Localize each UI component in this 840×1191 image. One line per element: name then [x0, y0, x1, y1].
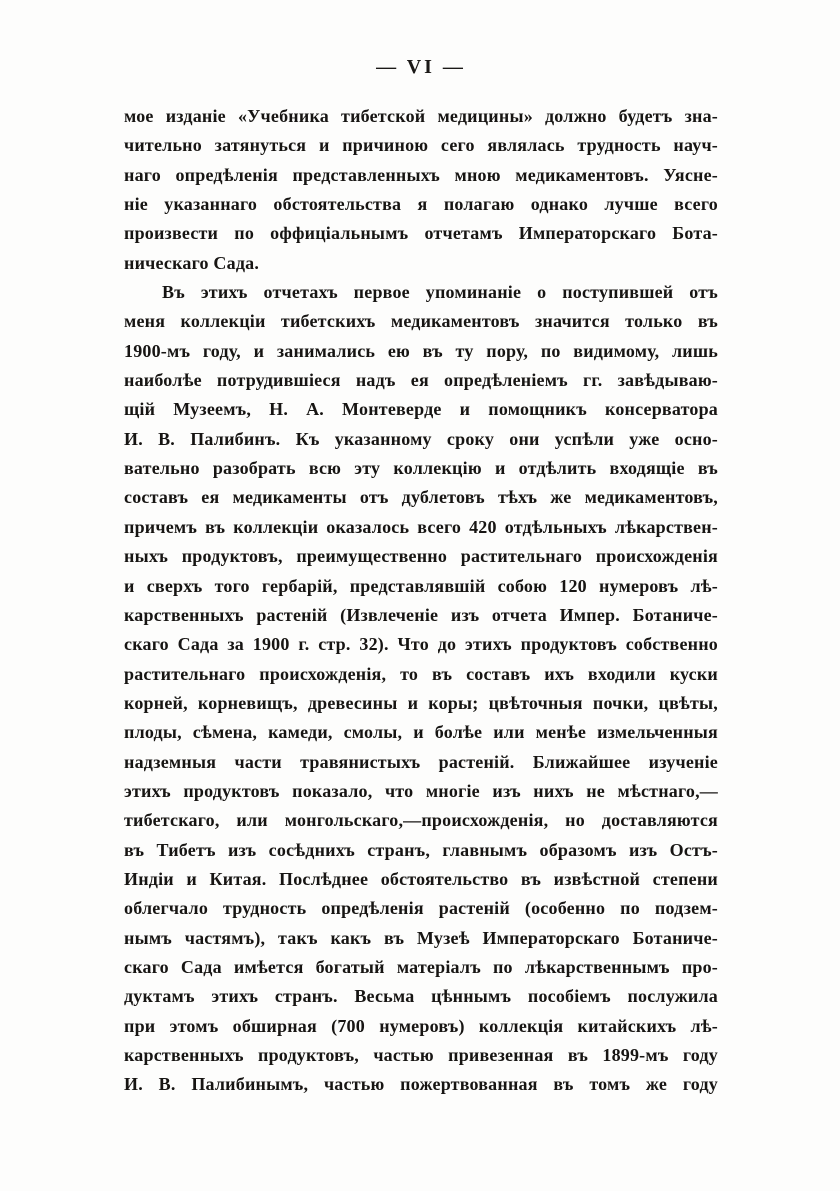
text-line: въ Тибетъ изъ сосѣднихъ странъ, главнымъ образомъ изъ Остъ- — [124, 839, 718, 860]
text-line: щій Музеемъ, Н. А. Монтеверде и помощникъ консерватора — [124, 399, 718, 420]
text-line: при этомъ обширная (700 нумеровъ) коллекція китайскихъ лѣ- — [124, 1015, 718, 1036]
text-line: составъ ея медикаменты отъ дублетовъ тѣхъ же медикаментовъ, — [124, 487, 718, 508]
text-line: наиболѣе потрудившіеся надъ ея опредѣленіемъ гг. завѣдываю- — [124, 370, 718, 391]
text-line: надземныя части травянистыхъ растеній. Ближайшее изученіе — [124, 751, 718, 772]
text-line: карственныхъ продуктовъ, частью привезенная въ 1899-мъ году — [124, 1045, 718, 1065]
text-line: ническаго Сада. — [124, 252, 260, 273]
text-line: Въ этихъ отчетахъ первое упоминаніе о поступившей отъ — [162, 282, 718, 303]
text-line: мое изданіе «Учебника тибетской медицины» должно будетъ зна- — [124, 106, 718, 126]
text-line: наго опредѣленія представленныхъ мною медикаментовъ. Уясне- — [124, 164, 718, 185]
text-line: растительнаго происхожденія, то въ составъ ихъ входили куски — [124, 663, 718, 684]
text-line: плоды, сѣмена, камеди, смолы, и болѣе или менѣе измельченныя — [124, 722, 718, 743]
text-line: этихъ продуктовъ показало, что многіе изъ нихъ не мѣстнаго,— — [124, 780, 718, 801]
text-line: карственныхъ растеній (Извлеченіе изъ отчета Импер. Ботаниче- — [124, 604, 718, 625]
text-line: облегчало трудность опредѣленія растеній (особенно по подзем- — [124, 898, 718, 919]
text-line: Индіи и Китая. Послѣднее обстоятельство въ извѣстной степени — [124, 868, 718, 889]
text-line: скаго Сада имѣется богатый матеріалъ по лѣкарственнымъ про- — [124, 956, 718, 977]
text-line: скаго Сада за 1900 г. стр. 32). Что до этихъ продуктовъ собственно — [124, 634, 718, 655]
text-line: И. В. Палибинымъ, частью пожертвованная въ томъ же году — [124, 1074, 718, 1095]
paragraph-2 — [124, 278, 718, 1100]
text-line: произвести по оффиціальнымъ отчетамъ Императорскаго Бота- — [124, 223, 718, 244]
text-line: корней, корневищъ, древесины и коры; цвѣточныя почки, цвѣты, — [124, 692, 718, 713]
text-line: нымъ частямъ), такъ какъ въ Музеѣ Императорскаго Ботаниче- — [124, 927, 718, 948]
text-line: ніе указаннаго обстоятельства я полагаю однако лучше всего — [124, 194, 718, 215]
paragraph-1 — [124, 102, 718, 278]
text-line: меня коллекціи тибетскихъ медикаментовъ значится только въ — [124, 311, 718, 332]
text-line: И. В. Палибинъ. Къ указанному сроку они успѣли уже осно- — [124, 428, 718, 449]
text-line: тибетскаго, или монгольскаго,—происхожденія, но доставляются — [124, 810, 718, 831]
text-line: и сверхъ того гербарій, представлявшій собою 120 нумеровъ лѣ- — [124, 575, 718, 596]
text-line: чительно затянуться и причиною сего являлась трудность науч- — [124, 135, 718, 156]
text-line: дуктамъ этихъ странъ. Весьма цѣннымъ пособіемъ послужила — [124, 986, 718, 1007]
text-block — [124, 102, 718, 1100]
page-number: — VI — — [376, 56, 466, 78]
text-line: ныхъ продуктовъ, преимущественно растительнаго происхожденія — [124, 546, 718, 567]
text-line: вательно разобрать всю эту коллекцію и отдѣлить входящіе въ — [124, 458, 718, 479]
text-line: причемъ въ коллекціи оказалось всего 420 отдѣльныхъ лѣкарствен- — [124, 516, 718, 537]
text-line: 1900-мъ году, и занимались ею въ ту пору, по видимому, лишь — [124, 340, 718, 361]
